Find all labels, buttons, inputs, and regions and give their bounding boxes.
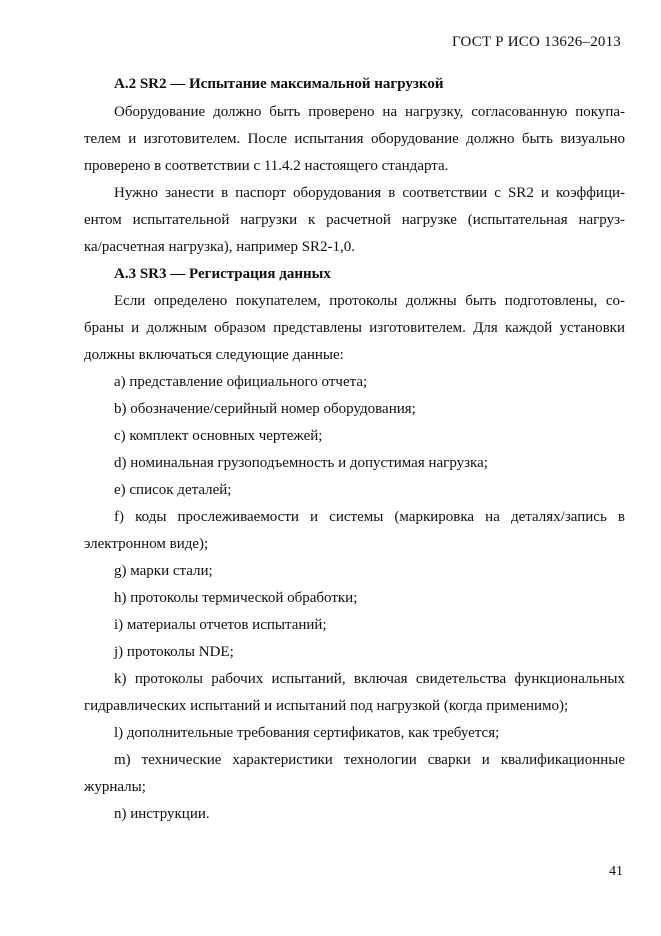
paragraph-line: должны включаться следующие данные: — [84, 347, 344, 363]
list-item: a) представление официального отчета; — [114, 374, 368, 390]
paragraph-line: телем и изготовителем. После испытания оборудование должно быть визуально — [84, 131, 625, 147]
list-item-continuation: электронном виде); — [84, 536, 209, 552]
list-item: c) комплект основных чертежей; — [114, 428, 323, 444]
list-item: f) коды прослеживаемости и системы (маркировка на деталях/запись в — [114, 509, 625, 525]
list-item: i) материалы отчетов испытаний; — [114, 617, 327, 633]
list-item: e) список деталей; — [114, 482, 232, 498]
paragraph-line: ка/расчетная нагрузка), например SR2-1,0. — [84, 239, 356, 255]
list-item: k) протоколы рабочих испытаний, включая свидетельства функциональных — [114, 671, 625, 687]
list-item: g) марки стали; — [114, 563, 213, 579]
paragraph-line: Оборудование должно быть проверено на нагрузку, согласованную покупа- — [114, 104, 625, 120]
paragraph-line: браны и должным образом представлены изготовителем. Для каждой установки — [84, 320, 625, 336]
paragraph-line: проверено в соответствии с 11.4.2 настоящего стандарта. — [84, 158, 449, 174]
list-item: b) обозначение/серийный номер оборудования; — [114, 401, 416, 417]
list-item: m) технические характеристики технологии сварки и квалификационные — [114, 752, 625, 768]
list-item-continuation: журналы; — [84, 779, 146, 795]
paragraph-line: Нужно занести в паспорт оборудования в соответствии с SR2 и коэффици- — [114, 185, 625, 201]
list-item: j) протоколы NDE; — [114, 644, 234, 660]
list-item: d) номинальная грузоподъемность и допустимая нагрузка; — [114, 455, 488, 471]
page-number: 41 — [609, 864, 623, 879]
document-header: ГОСТ Р ИСО 13626–2013 — [452, 34, 621, 50]
list-item: n) инструкции. — [114, 806, 210, 822]
paragraph-line: Если определено покупателем, протоколы должны быть подготовлены, со- — [114, 293, 625, 309]
section-a3-heading: А.3 SR3 — Регистрация данных — [114, 266, 331, 282]
list-item: h) протоколы термической обработки; — [114, 590, 358, 606]
list-item: l) дополнительные требования сертификатов, как требуется; — [114, 725, 500, 741]
paragraph-line: ентом испытательной нагрузки к расчетной нагрузке (испытательная нагруз- — [84, 212, 625, 228]
list-item-continuation: гидравлических испытаний и испытаний под нагрузкой (когда применимо); — [84, 698, 569, 714]
section-a2-heading: А.2 SR2 — Испытание максимальной нагрузкой — [114, 76, 444, 92]
